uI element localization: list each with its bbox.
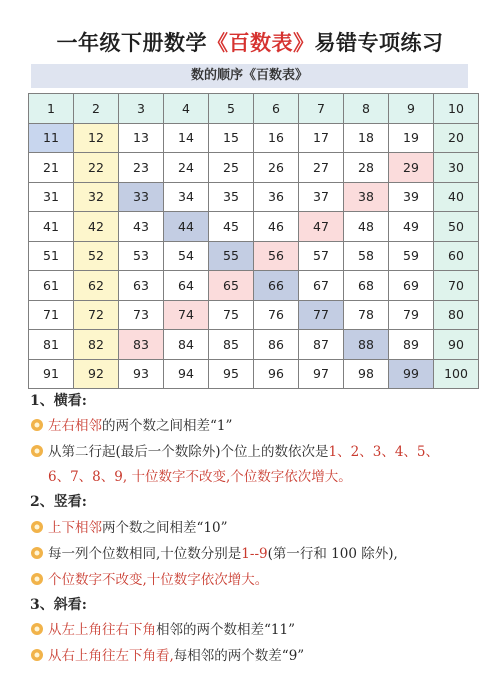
table-row	[29, 123, 479, 153]
section-2-line-2-lead: 每一列个位数相同,十位数分别是	[48, 546, 242, 562]
chart-cell: 92	[74, 359, 119, 389]
flower-bullet-icon	[30, 444, 44, 458]
chart-cell: 5	[209, 94, 254, 124]
flower-bullet-icon	[30, 572, 44, 586]
chart-cell: 85	[209, 330, 254, 360]
chart-cell: 96	[254, 359, 299, 389]
chart-cell: 50	[434, 212, 479, 242]
chart-cell: 38	[344, 182, 389, 212]
chart-cell: 65	[209, 271, 254, 301]
section-3-line-2-red: 从右上角往左下角看,	[48, 648, 174, 664]
chart-cell: 80	[434, 300, 479, 330]
table-row	[29, 94, 479, 124]
chart-cell: 47	[299, 212, 344, 242]
section-3-line-2	[30, 644, 304, 664]
chart-cell: 100	[434, 359, 479, 389]
table-row	[29, 182, 479, 212]
chart-cell: 84	[164, 330, 209, 360]
section-2-line-1	[30, 516, 227, 536]
chart-cell: 74	[164, 300, 209, 330]
chart-cell: 55	[209, 241, 254, 271]
chart-cell: 42	[74, 212, 119, 242]
section-1-line-1-red: 左右相邻	[48, 418, 102, 434]
chart-cell: 29	[389, 153, 434, 183]
section-1-line-2-lead: 从第二行起(最后一个数除外)个位上的数依次是	[48, 444, 329, 460]
chart-cell: 39	[389, 182, 434, 212]
chart-cell: 68	[344, 271, 389, 301]
title-part-2: 《百数表》	[207, 30, 315, 55]
flower-bullet-icon	[30, 520, 44, 534]
chart-cell: 17	[299, 123, 344, 153]
title-part-1: 一年级下册数学	[56, 30, 207, 55]
chart-cell: 48	[344, 212, 389, 242]
chart-cell: 56	[254, 241, 299, 271]
chart-cell: 64	[164, 271, 209, 301]
chart-cell: 45	[209, 212, 254, 242]
section-2-heading: 2、竖看:	[30, 494, 87, 510]
chart-cell: 94	[164, 359, 209, 389]
flower-bullet-icon	[30, 622, 44, 636]
chart-cell: 11	[29, 123, 74, 153]
subtitle-bar: 数的顺序《百数表》	[31, 64, 468, 88]
section-2-line-3	[30, 568, 268, 588]
chart-cell: 14	[164, 123, 209, 153]
flower-bullet-icon	[30, 418, 44, 432]
section-3-line-1-red: 从左上角往右下角	[48, 622, 156, 638]
section-1-line-3	[48, 465, 352, 485]
chart-cell: 63	[119, 271, 164, 301]
section-2-line-1-rest: 两个数之间相差“10”	[102, 520, 228, 536]
chart-cell: 1	[29, 94, 74, 124]
chart-cell: 90	[434, 330, 479, 360]
chart-cell: 12	[74, 123, 119, 153]
chart-cell: 77	[299, 300, 344, 330]
chart-cell: 37	[299, 182, 344, 212]
section-2-line-1-red: 上下相邻	[48, 520, 102, 536]
table-row	[29, 212, 479, 242]
title-part-3: 易错专项练习	[314, 30, 444, 55]
chart-cell: 30	[434, 153, 479, 183]
chart-cell: 51	[29, 241, 74, 271]
chart-cell: 57	[299, 241, 344, 271]
section-3-heading: 3、斜看:	[30, 597, 87, 613]
section-1-line-1-rest: 的两个数之间相差“1”	[102, 418, 233, 434]
chart-cell: 76	[254, 300, 299, 330]
chart-cell: 58	[344, 241, 389, 271]
chart-cell: 59	[389, 241, 434, 271]
chart-cell: 54	[164, 241, 209, 271]
chart-cell: 60	[434, 241, 479, 271]
chart-cell: 20	[434, 123, 479, 153]
chart-cell: 35	[209, 182, 254, 212]
chart-cell: 41	[29, 212, 74, 242]
chart-cell: 2	[74, 94, 119, 124]
section-1-line-3-b: 十位数字不改变,个位数字依次增大。	[131, 469, 352, 485]
chart-cell: 89	[389, 330, 434, 360]
section-1-heading: 1、横看:	[30, 393, 87, 409]
chart-cell: 46	[254, 212, 299, 242]
chart-cell: 10	[434, 94, 479, 124]
table-row	[29, 153, 479, 183]
chart-cell: 49	[389, 212, 434, 242]
chart-cell: 91	[29, 359, 74, 389]
chart-cell: 78	[344, 300, 389, 330]
chart-cell: 28	[344, 153, 389, 183]
chart-cell: 81	[29, 330, 74, 360]
chart-cell: 18	[344, 123, 389, 153]
section-3-line-1	[30, 618, 295, 638]
section-2-line-2-rest: (第一行和 100 除外),	[267, 546, 398, 562]
chart-cell: 40	[434, 182, 479, 212]
chart-cell: 9	[389, 94, 434, 124]
chart-cell: 44	[164, 212, 209, 242]
chart-cell: 26	[254, 153, 299, 183]
chart-cell: 13	[119, 123, 164, 153]
chart-cell: 70	[434, 271, 479, 301]
chart-cell: 33	[119, 182, 164, 212]
chart-cell: 66	[254, 271, 299, 301]
table-row	[29, 271, 479, 301]
chart-cell: 86	[254, 330, 299, 360]
page-title	[0, 27, 500, 57]
flower-bullet-icon	[30, 648, 44, 662]
section-1-line-1	[30, 414, 232, 434]
chart-cell: 83	[119, 330, 164, 360]
chart-cell: 87	[299, 330, 344, 360]
chart-cell: 95	[209, 359, 254, 389]
chart-cell: 79	[389, 300, 434, 330]
chart-cell: 34	[164, 182, 209, 212]
section-2-line-2	[30, 542, 398, 562]
section-2-line-2-red: 1--9	[241, 546, 268, 562]
chart-cell: 22	[74, 153, 119, 183]
table-row	[29, 330, 479, 360]
hundred-chart	[28, 93, 479, 389]
chart-cell: 3	[119, 94, 164, 124]
chart-cell: 75	[209, 300, 254, 330]
table-row	[29, 241, 479, 271]
chart-cell: 7	[299, 94, 344, 124]
chart-cell: 73	[119, 300, 164, 330]
chart-cell: 61	[29, 271, 74, 301]
chart-cell: 93	[119, 359, 164, 389]
chart-cell: 98	[344, 359, 389, 389]
chart-cell: 43	[119, 212, 164, 242]
section-1-line-2	[30, 440, 439, 460]
chart-cell: 25	[209, 153, 254, 183]
table-row	[29, 300, 479, 330]
chart-cell: 31	[29, 182, 74, 212]
chart-cell: 99	[389, 359, 434, 389]
chart-cell: 88	[344, 330, 389, 360]
chart-cell: 6	[254, 94, 299, 124]
section-1-line-2-red: 1、2、3、4、5、	[328, 444, 439, 460]
chart-cell: 71	[29, 300, 74, 330]
chart-cell: 8	[344, 94, 389, 124]
chart-cell: 72	[74, 300, 119, 330]
chart-cell: 23	[119, 153, 164, 183]
chart-cell: 24	[164, 153, 209, 183]
section-3-line-1-rest: 相邻的两个数相差“11”	[156, 622, 295, 638]
chart-cell: 52	[74, 241, 119, 271]
chart-cell: 82	[74, 330, 119, 360]
chart-cell: 53	[119, 241, 164, 271]
chart-cell: 32	[74, 182, 119, 212]
chart-cell: 69	[389, 271, 434, 301]
chart-cell: 36	[254, 182, 299, 212]
table-row	[29, 359, 479, 389]
chart-cell: 97	[299, 359, 344, 389]
section-1-line-3-a: 6、7、8、9,	[48, 469, 128, 485]
chart-cell: 62	[74, 271, 119, 301]
chart-cell: 4	[164, 94, 209, 124]
chart-cell: 19	[389, 123, 434, 153]
chart-cell: 16	[254, 123, 299, 153]
section-3-line-2-rest: 每相邻的两个数差“9”	[173, 648, 305, 664]
chart-cell: 21	[29, 153, 74, 183]
flower-bullet-icon	[30, 546, 44, 560]
chart-cell: 67	[299, 271, 344, 301]
chart-cell: 27	[299, 153, 344, 183]
section-2-line-3-red: 个位数字不改变,十位数字依次增大。	[48, 572, 269, 588]
chart-cell: 15	[209, 123, 254, 153]
